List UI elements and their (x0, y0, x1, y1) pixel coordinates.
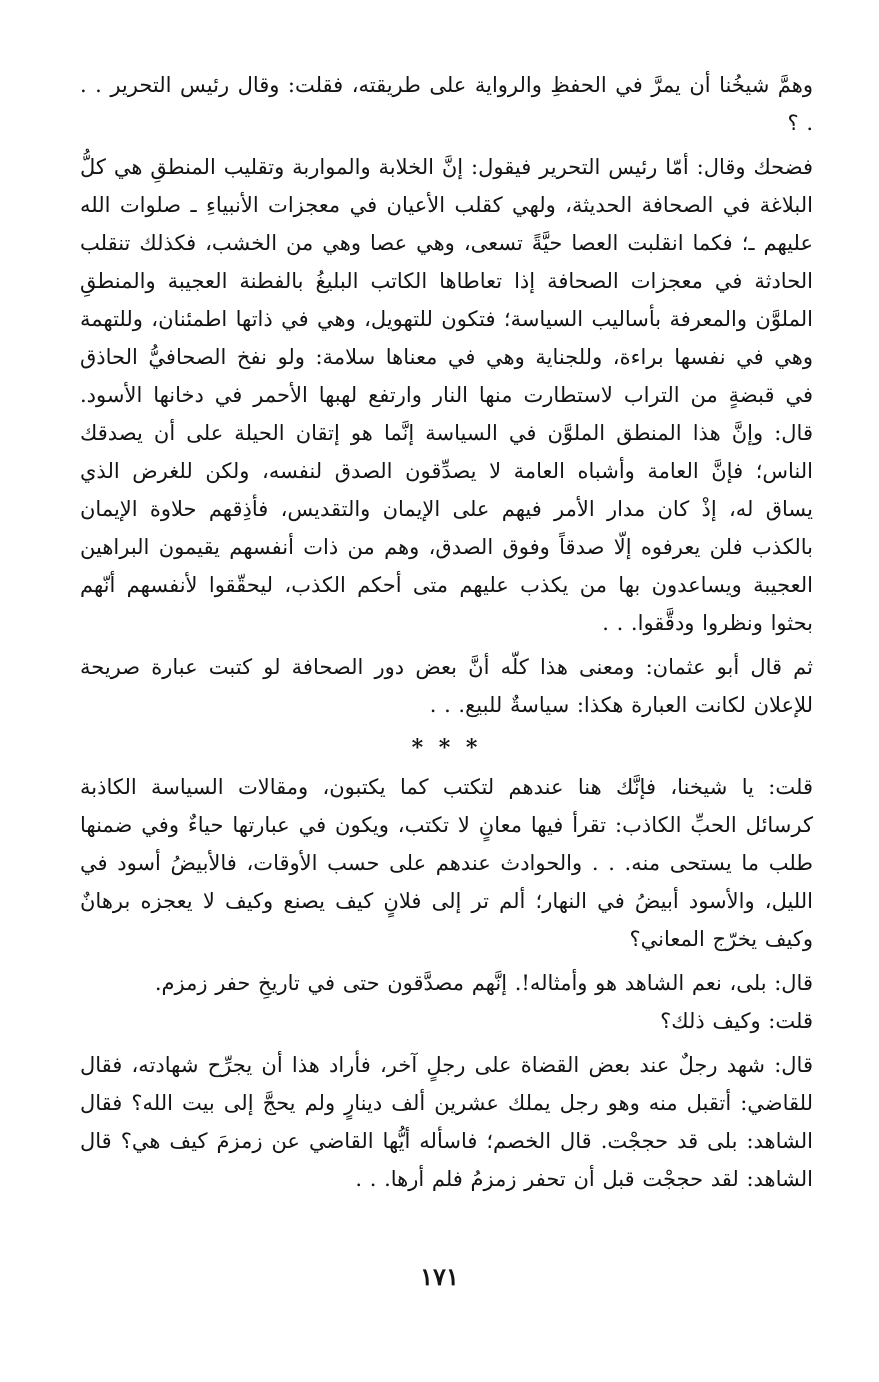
paragraph-witness: قال: بلى، نعم الشاهد هو وأمثاله!. إنَّهم مصدَّقون حتى في تاريخِ حفر زمزم. (154, 971, 813, 995)
page-body (80, 66, 813, 1198)
paragraph-question: قلت: وكيف ذلك؟ (660, 1009, 813, 1033)
paragraph-political-articles: قلت: يا شيخنا، فإنَّك هنا عندهم لتكتب كما يكتبون، ومقالات السياسة الكاذبة كرسائل الحبِّ الكاذب: تقرأ فيها معانٍ لا تكتب، ويكون في عبارتها حياءٌ وفي ضمنها طلب ما يستحى منه. . . والحوادث عندهم على حسب الأوقات، فالأبيضُ أسود في الليل، والأسود أبيضُ في النهار؛ ألم تر إلى فلانٍ كيف يصنع وكيف لا يعجزه برهانٌ وكيف يخرّج المعاني؟ (80, 775, 813, 951)
paragraph-opening: وهمَّ شيخُنا أن يمرَّ في الحفظِ والرواية على طريقته، فقلت: وقال رئيس التحرير . . . ؟ (80, 73, 813, 135)
page-number: ١٧١ (420, 1262, 459, 1291)
section-separator: * * * (411, 735, 482, 761)
paragraph-zamzam-story: قال: شهد رجلٌ عند بعض القضاة على رجلٍ آخر، فأراد هذا أن يجرِّح شهادته، فقال للقاضي: أتقبل منه وهو رجل يملك عشرين ألف دينارٍ ولم يحجَّ إلى بيت الله؟ فقال الشاهد: بلى قد حججْت. قال الخصم؛ فاسأله أيُّها القاضي عن زمزمَ كيف هي؟ قال الشاهد: لقد حججْت قبل أن تحفر زمزمُ فلم أرها. . . (80, 1053, 813, 1191)
paragraph-editor-speech: فضحك وقال: أمّا رئيس التحرير فيقول: إنَّ الخلابة والمواربة وتقليب المنطقِ هي كلُّ البلاغة في الصحافة الحديثة، ولهي كقلب الأعيان في معجزات الأنبياءِ ـ صلوات الله عليهم ـ؛ فكما انقلبت العصا حيَّةً تسعى، وهي عصا وهي من الخشب، فكذلك تنقلب الحادثة في معجزات الصحافة إذا تعاطاها الكاتب البليغُ بالفطنة العجيبة والمنطقِ الملوَّن والمعرفة بأساليب السياسة؛ فتكون للتهويل، وهي في ذاتها اطمئنان، وللتهمة وهي في نفسها براءة، وللجناية وهي في معناها سلامة: ولو نفخ الصحافيُّ الحاذق في قبضةٍ من التراب لاستطارت منها النار وارتفع لهبها الأحمر في دخانها الأسود. قال: وإنَّ هذا المنطق الملوَّن في السياسة إنَّما هو إتقان الحيلة على أن يصدقك الناس؛ فإنَّ العامة وأشباه العامة لا يصدِّقون الصدق لنفسه، ولكن للغرض الذي يساق له، إذْ كان مدار الأمر فيهم على الإيمان والتقديس، فأذِقهم حلاوة الإيمان بالكذب فلن يعرفوه إلّا صدقاً وفوق الصدق، وهم من ذات أنفسهم يقيمون البراهين العجيبة ويساعدون بها من يكذب عليهم متى أحكم الكذب، ليحقّقوا لأنفسهم أنّهم بحثوا ونظروا ودقَّقوا. . . (80, 155, 813, 635)
paragraph-abu-othman: ثم قال أبو عثمان: ومعنى هذا كلّه أنَّ بعض دور الصحافة لو كتبت عبارة صريحة للإعلان لكانت العبارة هكذا: سياسةٌ للبيع. . . (80, 655, 813, 717)
